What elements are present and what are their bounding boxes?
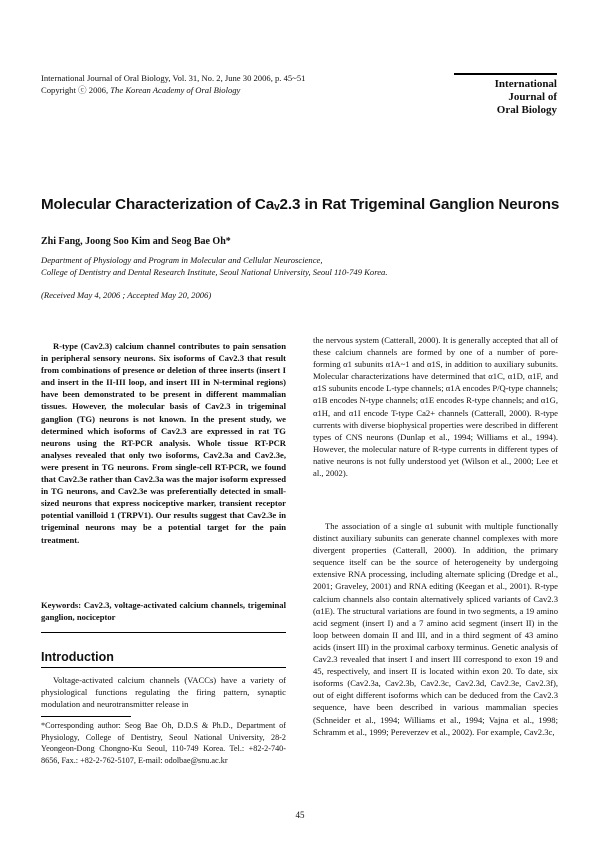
brand-line-3: Oral Biology bbox=[496, 104, 557, 116]
brand-line-2: Journal of bbox=[508, 91, 557, 103]
copyright-line bbox=[41, 84, 305, 96]
brand-line-1: International bbox=[494, 78, 557, 90]
page-number: 45 bbox=[295, 810, 305, 820]
journal-line: International Journal of Oral Biology, Vol. 31, No. 2, June 30 2006, p. 45~51 bbox=[41, 73, 306, 83]
received-dates: (Received May 4, 2006 ; Accepted May 20, 2006) bbox=[41, 290, 212, 300]
journal-citation bbox=[41, 72, 305, 96]
copyright-symbol: ⓒ bbox=[78, 85, 87, 95]
affiliation-line-1: Department of Physiology and Program in Molecular and Cellular Neuroscience, bbox=[41, 255, 323, 265]
author-list: Zhi Fang, Joong Soo Kim and Seog Bae Oh* bbox=[41, 236, 231, 247]
keywords: Keywords: Cav2.3, voltage-activated calcium channels, trigeminal ganglion, nociceptor bbox=[41, 600, 286, 623]
section-divider-bottom bbox=[41, 667, 286, 668]
footnote-divider bbox=[41, 716, 131, 717]
affiliation-line-2: College of Dentistry and Dental Research Institute, Seoul National University, Seoul 110-749 Korea. bbox=[41, 267, 388, 277]
section-divider-top bbox=[41, 632, 286, 633]
article-title: Molecular Characterization of Caᵥ2.3 in Rat Trigeminal Ganglion Neurons bbox=[41, 196, 560, 213]
copyright-prefix: Copyright bbox=[41, 85, 76, 95]
body-paragraph-2: The association of a single α1 subunit with multiple functionally distinct auxiliary subunits can generate channel complexes with more divergent properties (Catterall, 2000). In addition, the primary sequence itself can be the source of heterogeneity by undergoing extensive RNA processing, including alternate splicing (Dredge et al., 2001; Graveley, 2001) and RNA editing (Keegan et al., 2001). R-type calcium channels also contain alternatively spliced variants of Cav2.3 (α1E). The structural variations are found in two segments, a 19 amino acid segment (insert I) and a 7 amino acid segment (insert II) in the loop between domain II and III, and in a third segment of 43 amino acids (insert III) in the proximal carboxy terminus. Genetic analysis of Cav2.3 revealed that insert I and insert III correspond to exon 19 and 45, respectively, and insert II is located within exon 20. To date, six isoforms (Cav2.3a, Cav2.3b, Cav2.3c, Cav2.3d, Cav2.3e, Cav2.3f), out of eight different isoforms which can be deduced from the Cav2.3 sequence, have been described in various mammalian species (Schneider et al., 1994; Williams et al., 1994; Vajna et al., 1998; Schramm et al., 1999; Pereverzev et al., 2002). For example, Cav2.3c, bbox=[313, 521, 558, 737]
section-heading-introduction: Introduction bbox=[41, 650, 114, 664]
body-paragraph-1: the nervous system (Catterall, 2000). It is generally accepted that all of these calcium channels are formed by one of a number of pore-forming α1 subunits α1A~1 and α1S, in addition to auxiliary subunits. Molecular characterizations have determined that α1C, α1D, α1F, and α1S subunits encode L-type channels; α1A encodes P/Q-type channels; α1B encodes N-type channels; α1E encodes R-type channels; and α1G, α1H, and α1I encode T-type Ca2+ channels (Catterall, 2000). R-type currents with diverse biophysical properties were described in different types of CNS neurons (Dunlap et al., 1994; Williams et al., 1994). However, the molecular nature of R-type currents in different types of native neurons is not fully understood yet (Wilson et al., 2000; Lee et al., 2002). bbox=[313, 335, 558, 479]
copyright-year: 2006, bbox=[88, 85, 109, 95]
copyright-org: The Korean Academy of Oral Biology bbox=[110, 85, 241, 95]
affiliation bbox=[41, 254, 388, 278]
journal-brand bbox=[454, 73, 557, 117]
corresponding-author-footnote: *Corresponding author: Seog Bae Oh, D.D.S & Ph.D., Department of Physiology, College of Dentistry, Seoul National University, 28-2 Yeongeon-Dong Chongno-Ku Seoul, 110-749 Korea. Tel.: +82-2-740-8656, Fax.: +82-2-762-5107, E-mail: odolbae@snu.ac.kr bbox=[41, 721, 286, 765]
intro-paragraph: Voltage-activated calcium channels (VACCs) have a variety of physiological functions regulating the firing pattern, synaptic modulation and neurotransmitter release in bbox=[41, 675, 286, 710]
abstract: R-type (Cav2.3) calcium channel contributes to pain sensation in peripheral sensory neurons. Six isoforms of Cav2.3 that result from combinations of presence or deletion of three inserts (insert I and insert in the II-III loop, and insert III in N-terminal regions) have been demonstrated to be present in different mammalian tissues. However, the molecular basis of Cav2.3 in trigeminal ganglion (TG) neurons is not known. In the present study, we determined which isoforms of Cav2.3 are expressed in rat TG neurons using the RT-PCR analysis. Whole tissue RT-PCR analyses revealed that only two isoforms, Cav2.3a and Cav2.3e, were present in TG neurons. From single-cell RT-PCR, we found that Cav2.3e rather than Cav2.3a was the major isoform expressed in TG neurons, and Cav2.3e was preferentially detected in small-sized neurons that express nociceptive marker, transient receptor potential vanilloid 1 (TRPV1). Our results suggest that Cav2.3e in trigeminal neurons may be a potential target for the pain treatment. bbox=[41, 341, 286, 545]
